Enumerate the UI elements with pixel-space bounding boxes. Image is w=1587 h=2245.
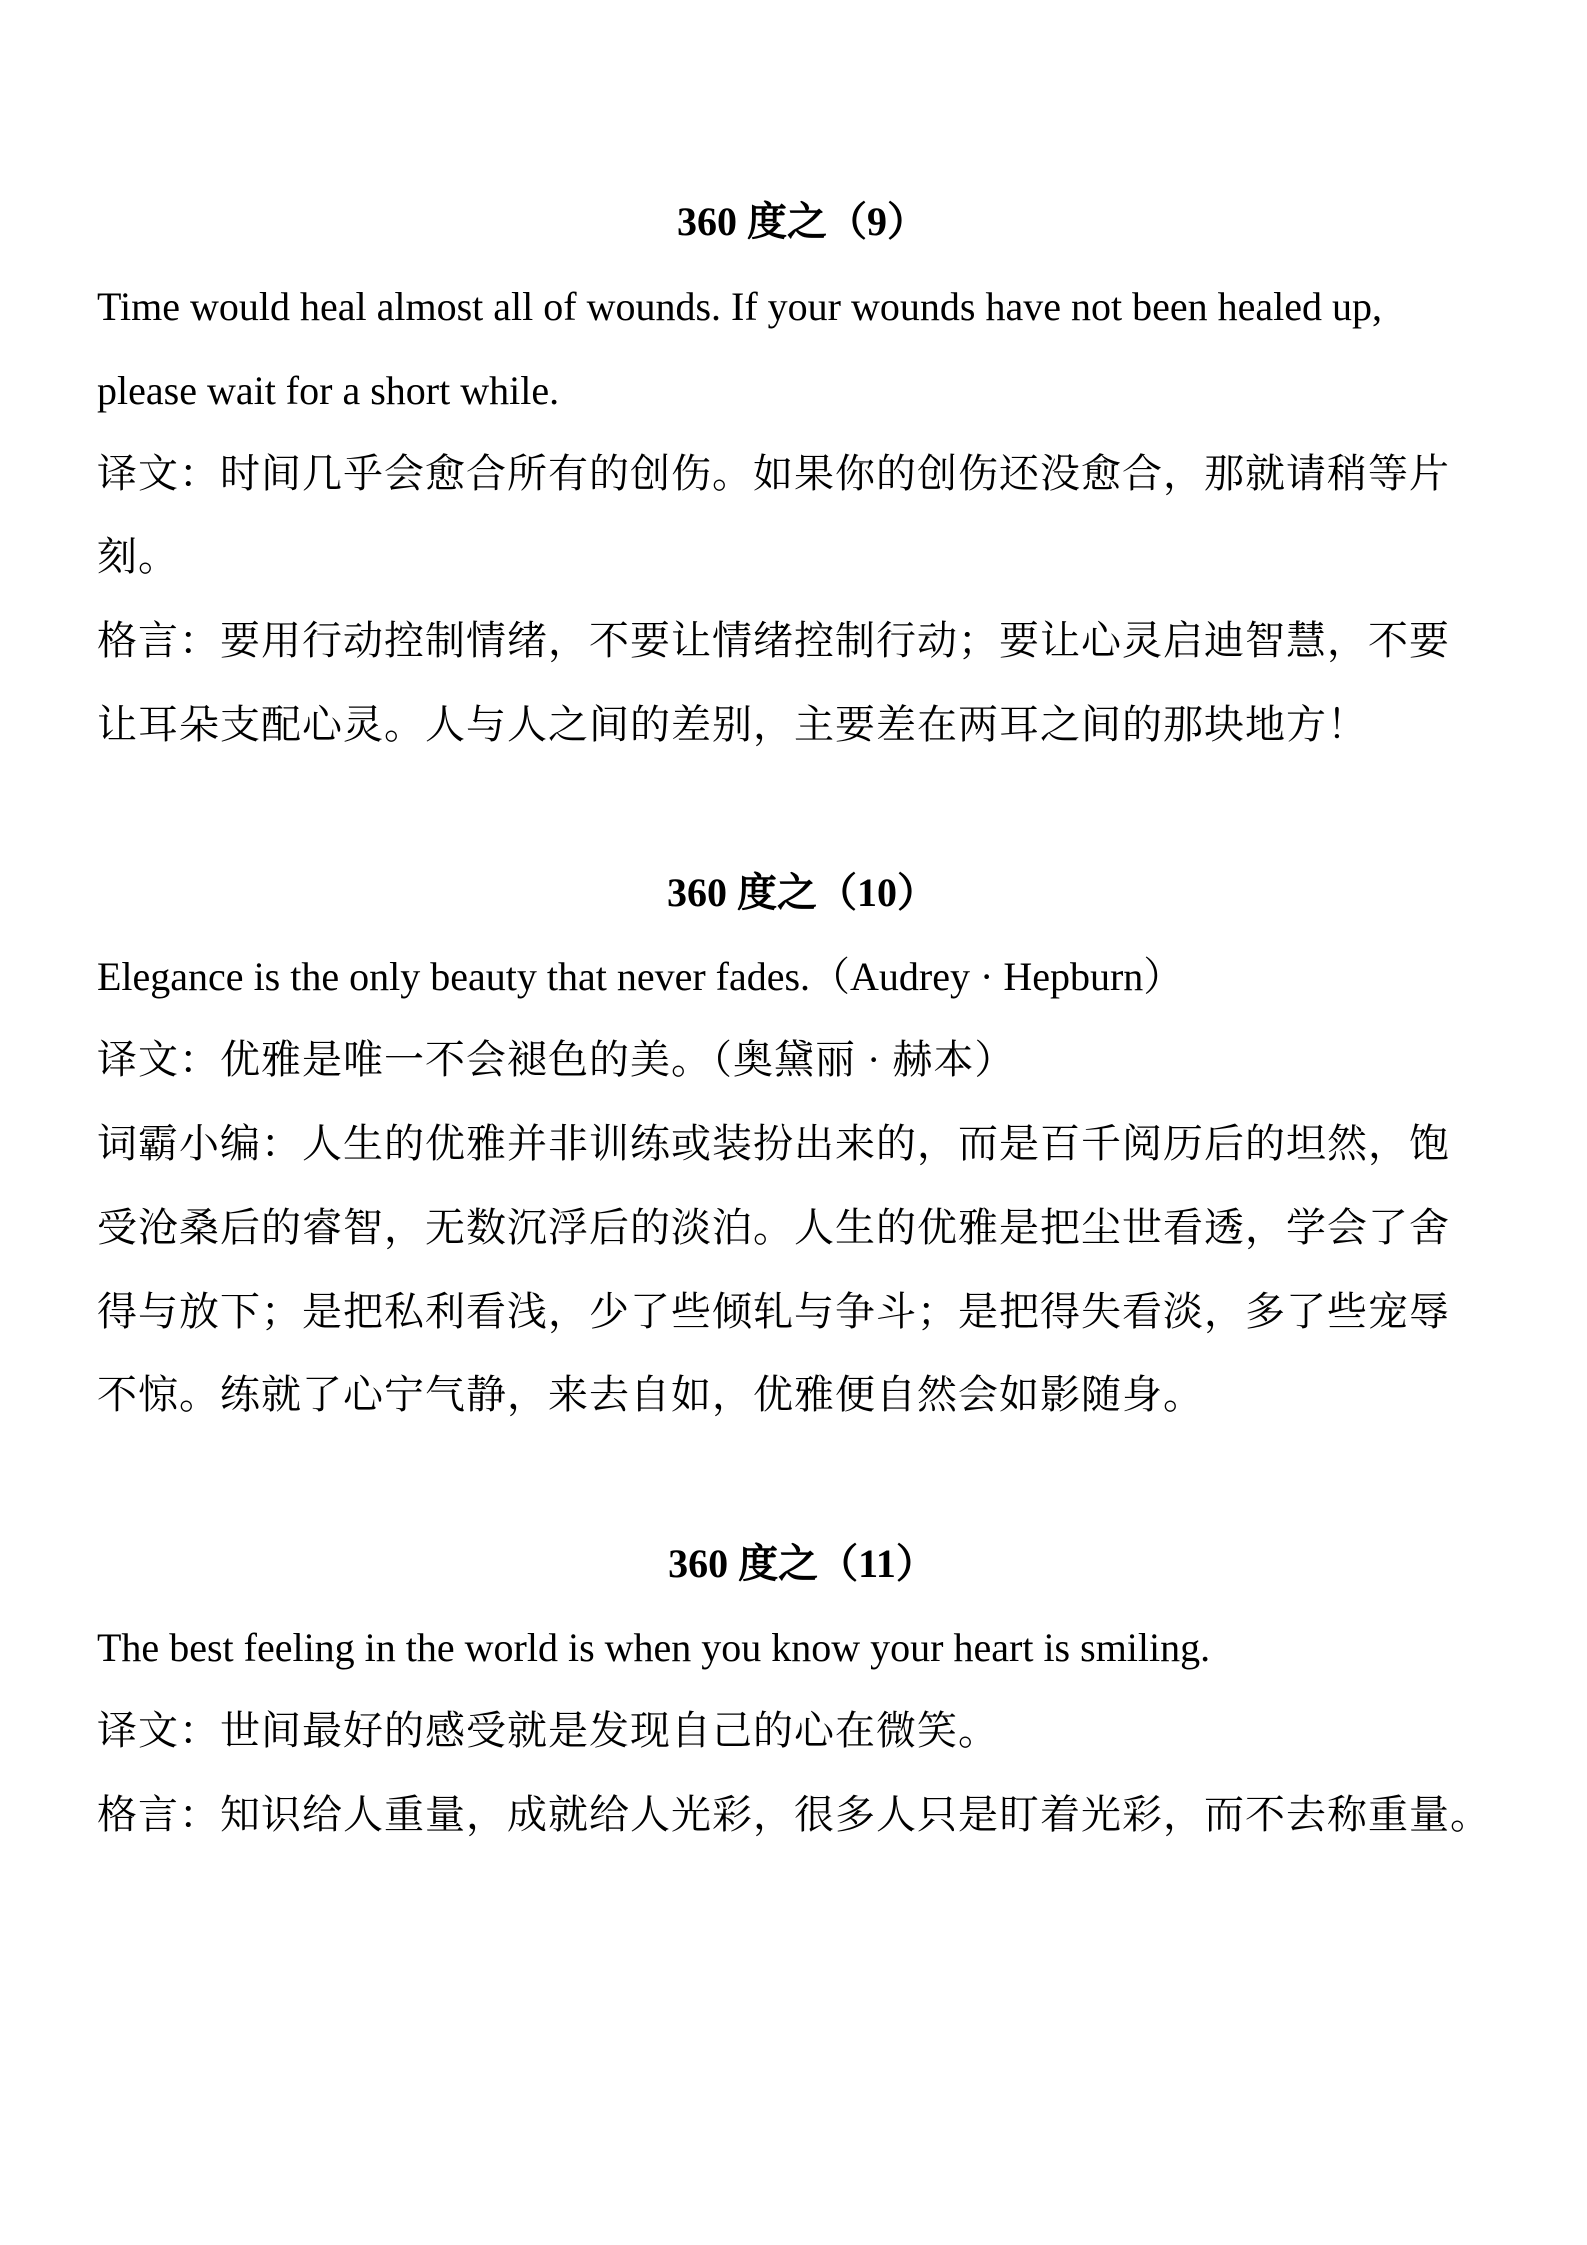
editor-note-line: 不惊。练就了心宁气静，来去自如，优雅便自然会如影随身。: [97, 1372, 1204, 1417]
english-quote-line: The best feeling in the world is when you know your heart is smiling.: [97, 1625, 1211, 1670]
editor-note-line: 受沧桑后的睿智，无数沉浮后的淡泊。人生的优雅是把尘世看透，学会了舍: [97, 1205, 1450, 1250]
motto-line: 格言：要用行动控制情绪，不要让情绪控制行动；要让心灵启迪智慧，不要: [97, 618, 1450, 663]
english-quote-line: Elegance is the only beauty that never fades.（Audrey · Hepburn）: [97, 954, 1184, 999]
editor-note-line: 词霸小编：人生的优雅并非训练或装扮出来的，而是百千阅历后的坦然，饱: [97, 1121, 1450, 1166]
section-heading: 360 度之（9）: [677, 199, 927, 244]
editor-note-line: 得与放下；是把私利看浅，少了些倾轧与争斗；是把得失看淡，多了些宠辱: [97, 1289, 1450, 1334]
translation-line: 刻。: [97, 534, 179, 579]
translation-line: 译文：优雅是唯一不会褪色的美。（奥黛丽 · 赫本）: [97, 1037, 1016, 1082]
english-quote-line: Time would heal almost all of wounds. If your wounds have not been healed up,: [97, 284, 1382, 329]
section-heading: 360 度之（11）: [668, 1541, 936, 1586]
motto-line: 格言：知识给人重量，成就给人光彩，很多人只是盯着光彩，而不去称重量。: [97, 1792, 1491, 1837]
motto-line: 让耳朵支配心灵。人与人之间的差别，主要差在两耳之间的那块地方！: [97, 702, 1368, 747]
translation-line: 译文：世间最好的感受就是发现自己的心在微笑。: [97, 1708, 999, 1753]
section-heading: 360 度之（10）: [667, 870, 937, 915]
translation-line: 译文：时间几乎会愈合所有的创伤。如果你的创伤还没愈合，那就请稍等片: [97, 451, 1450, 496]
english-quote-line: please wait for a short while.: [97, 368, 560, 413]
